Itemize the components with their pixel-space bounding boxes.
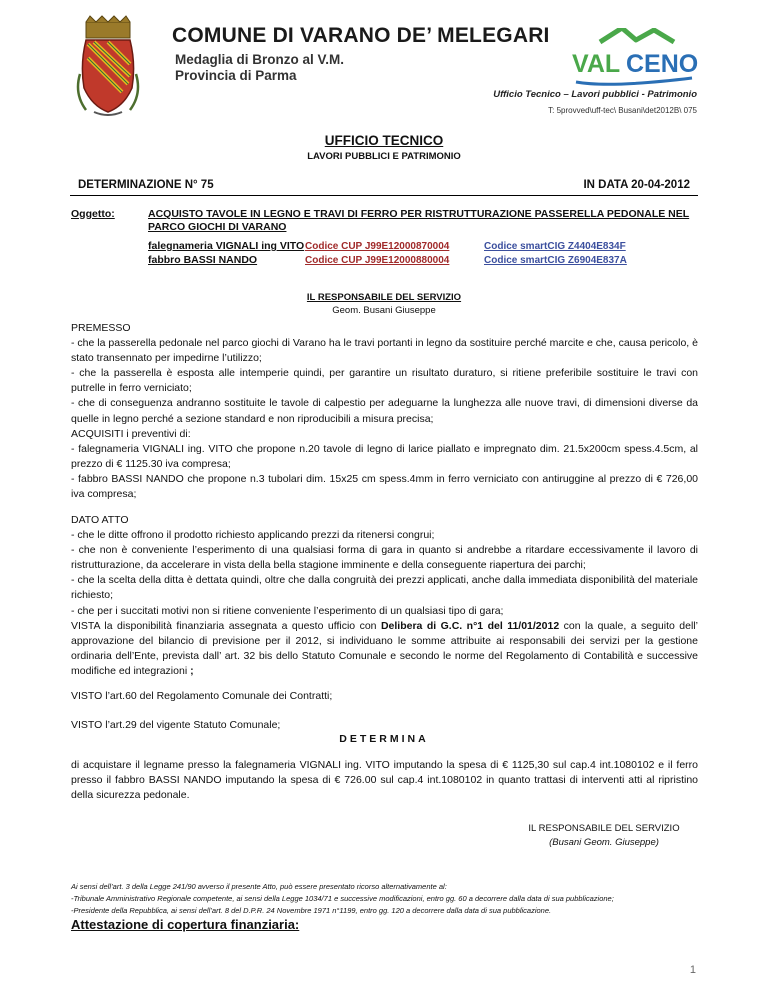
vista-paragraph: [71, 619, 698, 679]
section-subtitle: LAVORI PUBBLICI E PATRIMONIO: [307, 151, 461, 162]
dato-atto-section: [71, 513, 698, 619]
vendor-1: falegnameria VIGNALI ing VITO: [148, 240, 305, 252]
province-line: Provincia di Parma: [175, 68, 297, 83]
cig-code-1: Codice smartCIG Z4404E834F: [484, 241, 626, 252]
premesso-item: - che di conseguenza andranno sostituite le tavole di calpestio per adeguarne la lunghezza alle nuove travi, di dimensioni diverse da quelle in legno perché a sezione standard e non riproducibili a misura precisa;: [71, 397, 698, 425]
premesso-section: [71, 321, 698, 427]
subject-line-1: ACQUISTO TAVOLE IN LEGNO E TRAVI DI FERRO PER RISTRUTTURAZIONE PASSERELLA PEDONALE NEL: [148, 208, 690, 220]
acquisiti-item: - falegnameria VIGNALI ing. VITO che propone n.20 tavole di legno di larice piallato e impregnato dim. 21.5x200cm spess.4.5cm, al prezzo di € 1125.30 iva compresa;: [71, 443, 698, 471]
visto-statuto: VISTO l’art.29 del vigente Statuto Comunale;: [71, 719, 281, 731]
signature-name: (Busani Geom. Giuseppe): [549, 837, 659, 848]
subject-text: [148, 208, 698, 234]
responsible-name: Geom. Busani Giuseppe: [332, 305, 436, 316]
svg-text:CENO: CENO: [626, 50, 698, 78]
municipality-title: COMUNE DI VARANO DE’ MELEGARI: [172, 24, 550, 47]
footnote-line: -Tribunale Amministrativo Regionale competente, ai sensi della Legge 1034/71 e successive modificazioni, entro gg. 60 a decorrere dalla data di sua pubblicazione;: [71, 894, 614, 903]
subject-label: Oggetto:: [71, 208, 115, 220]
dato-atto-item: - che non è conveniente l’esperimento di una qualsiasi forma di gara in quanto si andrebbe a ritardare eccessivamente il lavoro di ristrutturazione, da accelerare in vista della bella stagione imminente e della conseguente riapertura dei parchi;: [71, 544, 698, 572]
determination-date: IN DATA 20-04-2012: [583, 179, 690, 191]
dato-atto-item: - che per i succitati motivi non si ritiene conveniente l’esperimento di un qualsiasi tipo di gara;: [71, 604, 504, 617]
premesso-heading: PREMESSO: [71, 322, 131, 334]
visto-regolamento: VISTO l’art.60 del Regolamento Comunale dei Contratti;: [71, 690, 333, 702]
cig-code-2: Codice smartCIG Z6904E837A: [484, 255, 627, 266]
dato-atto-item: - che la scelta della ditta è dettata quindi, oltre che dalla congruità dei prezzi applicati, anche dalla immediata disponibilità del materiale richiesto;: [71, 574, 698, 602]
vendor-2: fabbro BASSI NANDO: [148, 254, 258, 266]
acquisiti-heading: ACQUISITI i preventivi di:: [71, 428, 191, 440]
footnote-line: Ai sensi dell’art. 3 della Legge 241/90 avverso il presente Atto, può essere presentato ricorso alternativamente al:: [71, 882, 447, 891]
determina-text: di acquistare il legname presso la falegnameria VIGNALI ing. VITO imputando la spesa di € 1125,30 sul cap.4 int.1080102 e il ferro presso il fabbro BASSI NANDO imputando la spesa di € 726.00 sul cap.4 int.1080102 in quanto trattasi di interventi atti al ripristino della sicurezza pedonale.: [71, 759, 698, 802]
premesso-item: - che la passerella è esposta alle intemperie quindi, per garantire un risultato duraturo, si ritiene preferibile sostituire le travi con putrelle in ferro verniciato;: [71, 367, 698, 395]
medal-line: Medaglia di Bronzo al V.M.: [175, 52, 345, 67]
valceno-logo: [570, 28, 698, 92]
page-number: 1: [689, 964, 696, 976]
office-line: Ufficio Tecnico – Lavori pubblici - Patrimonio: [493, 89, 697, 100]
cup-code-1: Codice CUP J99E12000870004: [305, 241, 450, 252]
financial-coverage-heading: Attestazione di copertura finanziaria:: [71, 917, 300, 932]
delibera-reference: Delibera di G.C. n°1 del 11/01/2012: [380, 620, 560, 632]
premesso-item: - che la passerella pedonale nel parco giochi di Varano ha le travi portanti in legno da sostituire perché marcite e che, causa pericolo, è stato transennato per impedirne l’utilizzo;: [71, 337, 698, 365]
section-title: UFFICIO TECNICO: [324, 133, 444, 148]
legal-footnote: [71, 881, 711, 917]
vista-end: ;: [190, 665, 194, 678]
acquisiti-item: - fabbro BASSI NANDO che propone n.3 tubolari dim. 15x25 cm spess.4mm in ferro verniciato con antiruggine al prezzo di € 726,00 iva compresa;: [71, 473, 698, 501]
header-subtitle: [175, 52, 344, 84]
determina-heading: DETERMINA: [339, 733, 429, 745]
dato-atto-item: - che le ditte offrono il prodotto richiesto applicando prezzi da ritenersi congrui;: [71, 529, 435, 542]
signature-title: IL RESPONSABILE DEL SERVIZIO: [528, 823, 680, 834]
dato-atto-heading: DATO ATTO: [71, 514, 129, 526]
municipal-crest-icon: [72, 14, 144, 118]
determination-header: [70, 178, 698, 196]
responsible-title: IL RESPONSABILE DEL SERVIZIO: [306, 292, 462, 303]
subject-line-2: PARCO GIOCHI DI VARANO: [148, 221, 287, 233]
footnote-line: -Presidente della Repubblica, ai sensi dell’art. 8 del D.P.R. 24 Novembre 1971 n°1199, entro gg. 120 a decorrere dalla data di sua pubblicazione.: [71, 906, 552, 915]
cup-code-2: Codice CUP J99E12000880004: [305, 255, 450, 266]
file-reference: T: 5provved\uff-tec\ Busani\det2012B\ 075: [548, 106, 697, 115]
svg-text:VAL: VAL: [572, 50, 621, 78]
signature-block: [480, 822, 728, 850]
vista-text-cont: con la quale, a seguito dell’ approvazione del bilancio di previsione per il 2012, si individuano le somme attribuite ai responsabili dei servizi per la gestione ordinaria dell’Ente, prevista dall’ art. 32 bis dello Statuto Comunale e secondo le norme del Regolamento di Contabilità e successive modifiche ed integrazioni: [71, 620, 698, 678]
determination-number: DETERMINAZIONE N° 75: [78, 179, 214, 191]
acquisiti-section: [71, 427, 698, 502]
vista-text: VISTA la disponibilità finanziaria assegnata a questo ufficio con: [71, 620, 381, 632]
